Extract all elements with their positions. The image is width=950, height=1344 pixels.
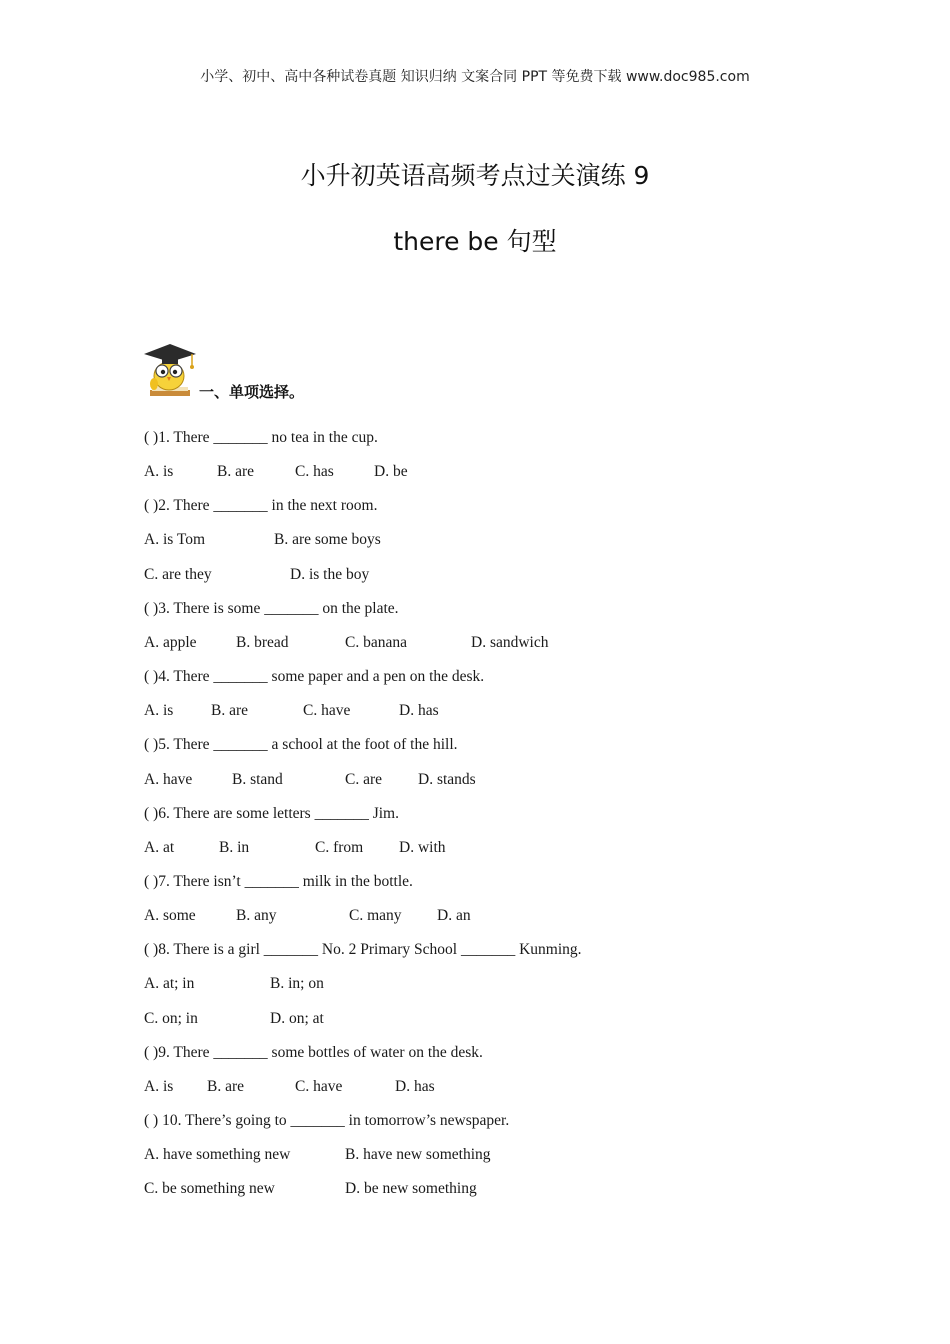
option: C. have <box>295 1078 343 1095</box>
option: B. are <box>217 463 255 480</box>
question-stem: ( )1. There _______ no tea in the cup. <box>144 429 378 446</box>
option: B. in <box>219 839 250 856</box>
option: A. at <box>144 839 175 856</box>
option: D. be new something <box>345 1180 477 1197</box>
graduation-owl-icon <box>140 340 198 400</box>
option: A. some <box>144 907 196 924</box>
option: D. sandwich <box>471 634 549 651</box>
option: D. has <box>399 702 439 719</box>
question-stem: ( ) 10. There’s going to _______ in tomorrow’s newspaper. <box>144 1112 510 1129</box>
option: B. are <box>207 1078 245 1095</box>
option: C. on; in <box>144 1010 198 1027</box>
option: A. have <box>144 771 193 788</box>
option: A. at; in <box>144 975 195 992</box>
option: A. is <box>144 463 174 480</box>
question-stem: ( )8. There is a girl _______ No. 2 Primary School _______ Kunming. <box>144 941 582 958</box>
option: A. have something new <box>144 1146 291 1163</box>
option: A. apple <box>144 634 197 651</box>
page-subtitle: there be 句型 <box>393 227 557 256</box>
option: C. have <box>303 702 351 719</box>
option: B. in; on <box>270 975 324 992</box>
option: D. on; at <box>270 1010 324 1027</box>
option: B. are some boys <box>274 531 381 548</box>
option: A. is Tom <box>144 531 206 548</box>
option: D. with <box>399 839 446 856</box>
page-title: 小升初英语高频考点过关演练 9 <box>300 161 650 190</box>
question-stem: ( )5. There _______ a school at the foot of the hill. <box>144 736 458 753</box>
question-stem: ( )3. There is some _______ on the plate. <box>144 600 399 617</box>
option: B. are <box>211 702 249 719</box>
question-stem: ( )6. There are some letters _______ Jim. <box>144 805 399 822</box>
option: B. bread <box>236 634 289 651</box>
question-stem: ( )4. There _______ some paper and a pen on the desk. <box>144 668 485 685</box>
option: B. have new something <box>345 1146 491 1163</box>
option: D. is the boy <box>290 566 370 583</box>
question-stem: ( )7. There isn’t _______ milk in the bottle. <box>144 873 413 890</box>
option: D. be <box>374 463 408 480</box>
option: B. stand <box>232 771 283 788</box>
option: A. is <box>144 1078 174 1095</box>
option: C. banana <box>345 634 407 651</box>
option: C. are they <box>144 566 212 583</box>
section-heading: 一、单项选择。 <box>199 383 305 401</box>
site-header-text: 小学、初中、高中各种试卷真题 知识归纳 文案合同 PPT 等免费下载 www.doc985.com <box>200 69 750 85</box>
option: B. any <box>236 907 277 924</box>
option: C. be something new <box>144 1180 275 1197</box>
question-stem: ( )9. There _______ some bottles of water on the desk. <box>144 1044 483 1061</box>
option: C. are <box>345 771 383 788</box>
option: C. many <box>349 907 402 924</box>
option: A. is <box>144 702 174 719</box>
question-stem: ( )2. There _______ in the next room. <box>144 497 378 514</box>
option: C. from <box>315 839 364 856</box>
option: C. has <box>295 463 334 480</box>
option: D. an <box>437 907 471 924</box>
option: D. has <box>395 1078 435 1095</box>
option: D. stands <box>418 771 476 788</box>
